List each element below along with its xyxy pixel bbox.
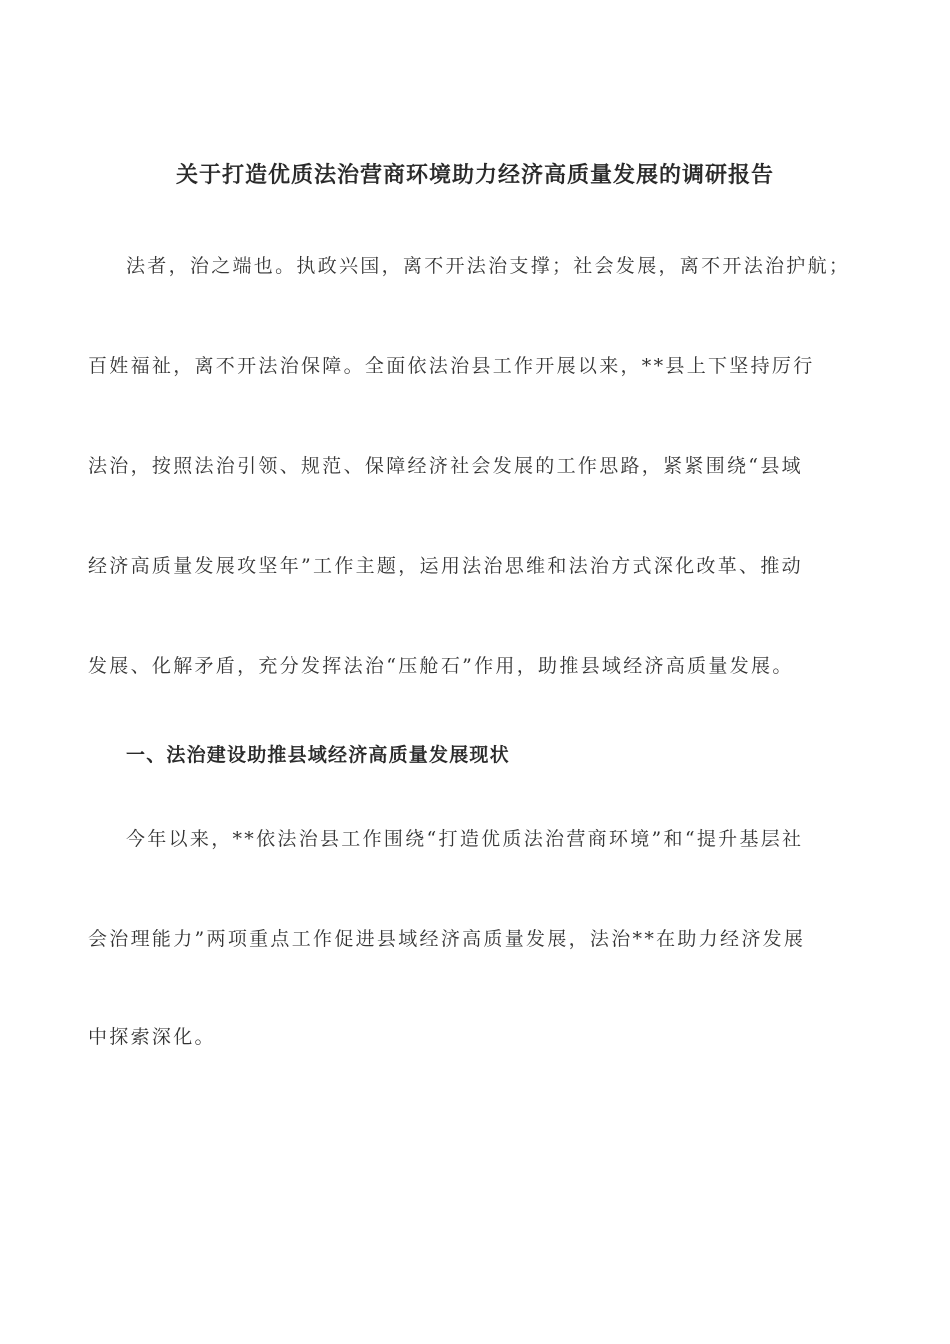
paragraph-line: 今年以来，**依法治县工作围绕“打造优质法治营商环境”和“提升基层社 [126,828,804,850]
paragraph-line: 经济高质量发展攻坚年”工作主题，运用法治思维和法治方式深化改革、推动 [88,555,803,577]
document-title: 关于打造优质法治营商环境助力经济高质量发展的调研报告 [175,162,774,188]
paragraph-line: 发展、化解矛盾，充分发挥法治“压舱石”作用，助推县域经济高质量发展。 [88,655,794,677]
paragraph-line: 百姓福祉，离不开法治保障。全面依法治县工作开展以来，**县上下坚持厉行 [88,355,815,377]
paragraph-line: 法治，按照法治引领、规范、保障经济社会发展的工作思路，紧紧围绕“县域 [88,455,803,477]
paragraph-line: 中探索深化。 [88,1026,216,1048]
section-heading: 一、法治建设助推县域经济高质量发展现状 [126,744,510,766]
paragraph-line: 法者，治之端也。执政兴国，离不开法治支撑；社会发展，离不开法治护航； [126,255,851,277]
paragraph-line: 会治理能力”两项重点工作促进县域经济高质量发展，法治**在助力经济发展 [88,928,806,950]
